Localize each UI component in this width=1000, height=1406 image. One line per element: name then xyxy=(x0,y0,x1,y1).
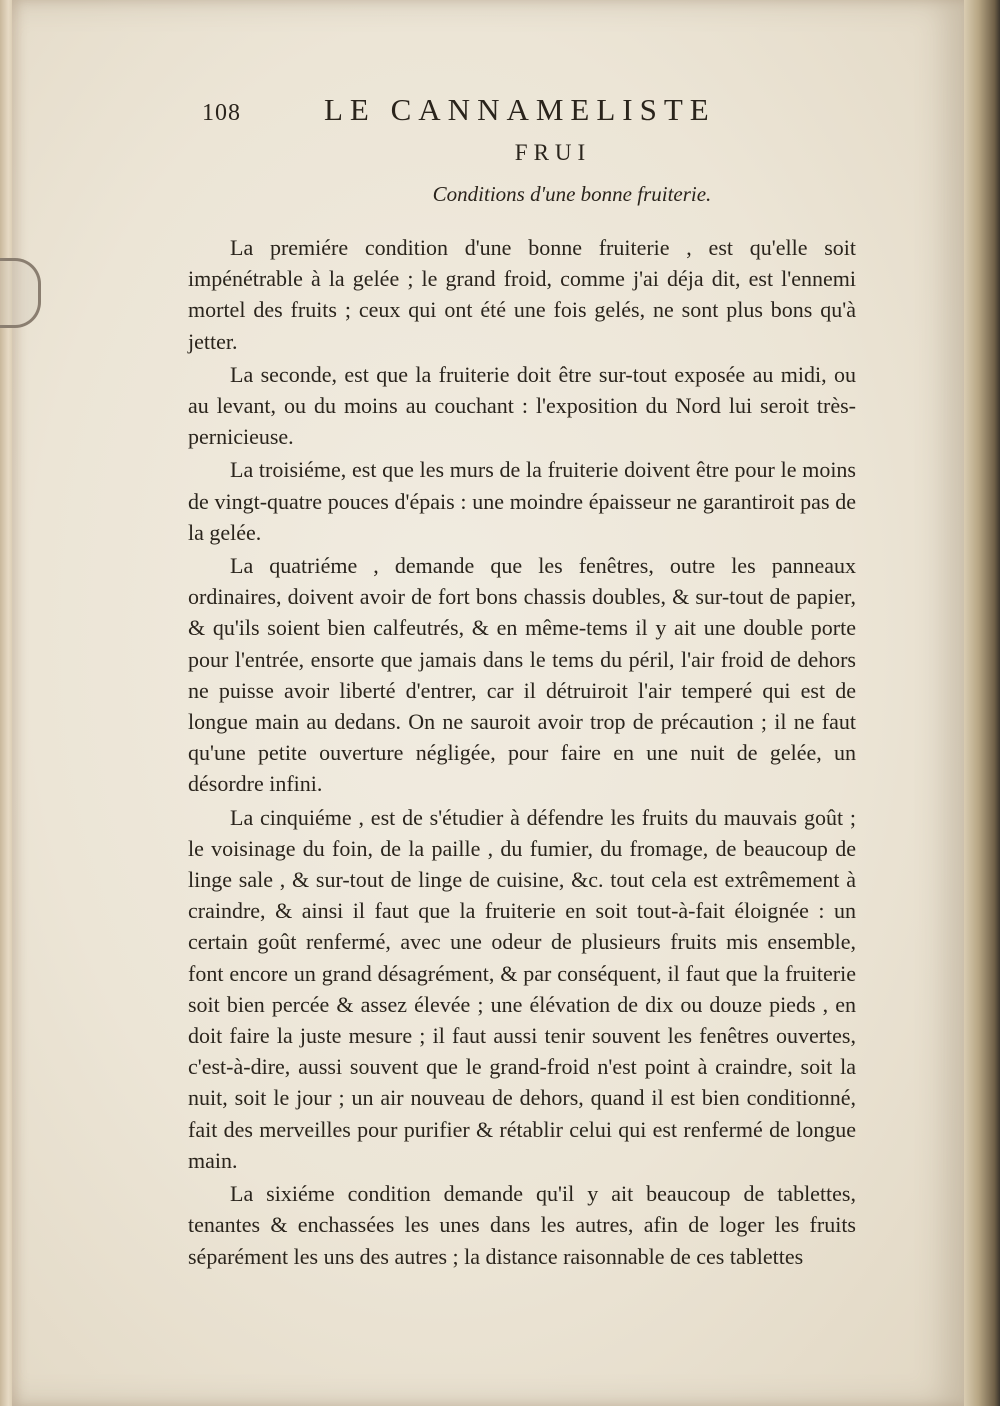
page-clip xyxy=(0,258,41,328)
page-number: 108 xyxy=(202,100,241,126)
paragraph-5: La cinquiéme , est de s'étudier à défendre les fruits du mauvais goût ; le voisinage du foin, de la paille , du fumier, du fromage, de beaucoup de linge sale , & sur-tout de linge de cuisine, &c. tout cela est extrêmement à craindre, & ainsi il faut que la fruiterie en soit tout-à-fait éloignée : un certain goût renfermé, avec une odeur de plusieurs fruits mis ensemble, font encore un grand désagrément, & par conséquent, il faut que la fruiterie soit bien percée & assez élevée ; une élévation de dix ou douze pieds , en doit faire la juste mesure ; il faut aussi tenir souvent les fenêtres ouvertes, c'est-à-dire, aussi souvent que le grand-froid n'est point à craindre, soit la nuit, soit le jour ; un air nouveau de dehors, quand il est bien conditionné, fait des merveilles pour purifier & rétablir celui qui est renfermé de longue main. xyxy=(188,804,856,1173)
page-header xyxy=(188,92,856,136)
section-subtitle: Conditions d'une bonne fruiterie. xyxy=(432,182,712,206)
paragraph-4: La quatriéme , demande que les fenêtres, outre les panneaux ordinaires, doivent avoir de fort bons chassis doubles, & sur-tout de papier, & qu'ils soient bien calfeutrés, & en même-tems il y ait une double porte pour l'entrée, ensorte que jamais dans le tems du péril, l'air froid de dehors ne puisse avoir liberté d'entrer, car il détruiroit l'air temperé qui est de longue main au dedans. On ne sauroit avoir trop de précaution ; il ne faut qu'une petite ouverture négligée, pour faire en une nuit de gelée, un désordre infini. xyxy=(188,553,856,797)
paragraph-1: La premiére condition d'une bonne fruiterie , est qu'elle soit impénétrable à la gelée ; le grand froid, comme j'ai déja dit, est l'ennemi mortel des fruits ; ceux qui ont été une fois gelés, ne sont plus bons qu'à jetter. xyxy=(188,235,856,354)
book-gutter xyxy=(964,0,1000,1406)
running-title: LE CANNAMELISTE xyxy=(324,92,716,127)
paragraph-2: La seconde, est que la fruiterie doit être sur-tout exposée au midi, ou au levant, ou du moins au couchant : l'exposition du Nord lui seroit très-pernicieuse. xyxy=(188,361,856,450)
paragraph-3: La troisiéme, est que les murs de la fruiterie doivent être pour le moins de vingt-quatre pouces d'épais : une moindre épaisseur ne garantiroit pas de la gelée. xyxy=(188,457,856,545)
body-text xyxy=(188,232,856,1272)
paragraph-6: La sixiéme condition demande qu'il y ait beaucoup de tablettes, tenantes & enchassées les unes dans les autres, afin de loger les fruits séparément les uns des autres ; la distance raisonnable de ces tablettes xyxy=(188,1181,856,1269)
page-content xyxy=(188,92,856,1272)
section-title: FRUI xyxy=(514,140,592,165)
